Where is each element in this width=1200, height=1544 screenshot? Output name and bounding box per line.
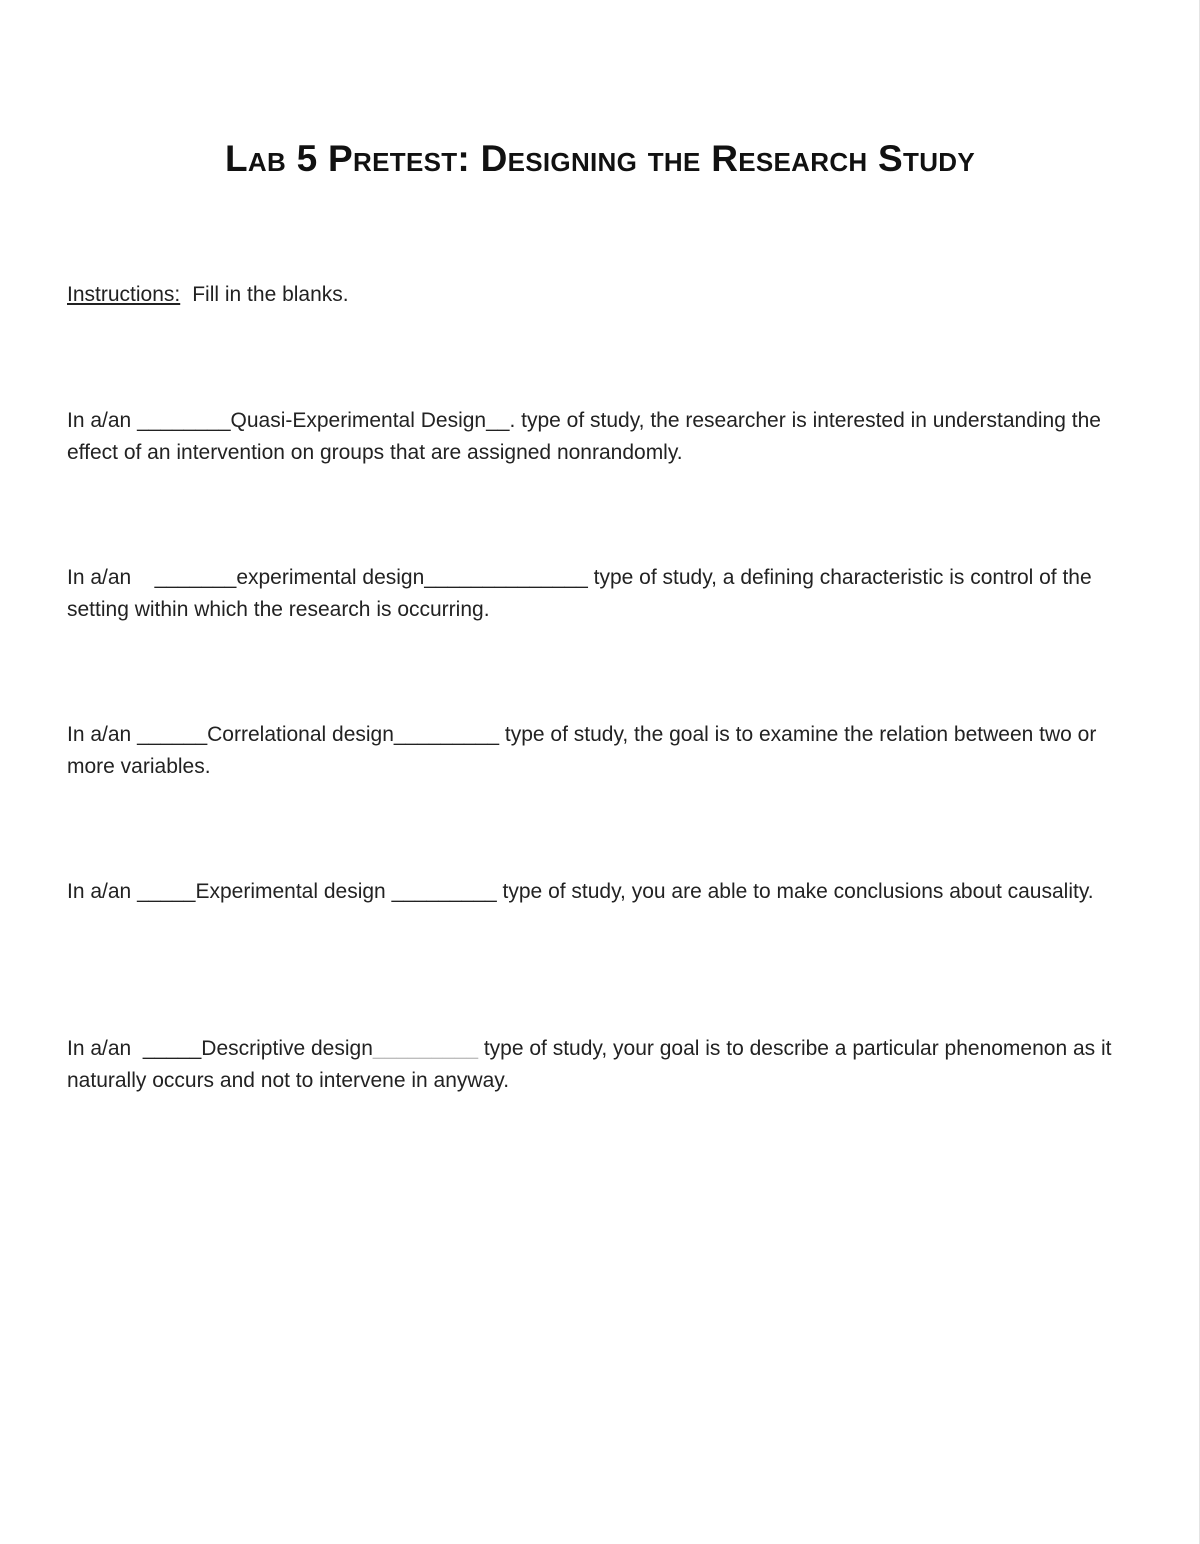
document-title: Lab 5 Pretest: Designing the Research Study xyxy=(224,138,976,179)
blank-before: _____ xyxy=(137,1037,202,1060)
blank-after: _________ xyxy=(372,1037,479,1060)
question-suffix: type of study, you are able to make conclusions about causality. xyxy=(496,880,1094,903)
question-suffix: type of study, your goal is to describe a particular phenomenon as it naturally occurs and not to intervene in anyway. xyxy=(67,1037,1112,1092)
blank-before: ______ xyxy=(137,723,208,746)
answer-text: Quasi-Experimental Design xyxy=(230,409,487,432)
question-prefix: In a/an xyxy=(67,1037,138,1060)
answer-text: Correlational design xyxy=(207,723,394,746)
question-prefix: In a/an xyxy=(67,880,138,903)
blank-after: __. xyxy=(486,409,516,432)
question-3 xyxy=(67,719,1137,783)
question-prefix: In a/an xyxy=(67,566,138,589)
question-suffix: type of study, the researcher is interested in understanding the effect of an intervention on groups that are assigned nonrandomly. xyxy=(67,409,1101,464)
answer-text: Experimental design xyxy=(195,880,386,903)
question-suffix: type of study, a defining characteristic is control of the setting within which the research is occurring. xyxy=(67,566,1092,621)
instructions-text: Fill in the blanks. xyxy=(192,283,349,306)
blank-after: _________ xyxy=(385,880,497,903)
question-prefix: In a/an xyxy=(67,409,138,432)
blank-before: _____ xyxy=(137,880,196,903)
instructions xyxy=(67,283,349,307)
blank-before: ________ xyxy=(137,409,231,432)
question-2 xyxy=(67,562,1137,626)
question-1 xyxy=(67,405,1137,469)
question-prefix: In a/an xyxy=(67,723,138,746)
blank-before: _______ xyxy=(137,566,237,589)
instructions-label: Instructions: xyxy=(67,283,181,306)
blank-after: _________ xyxy=(393,723,500,746)
answer-text: Descriptive design xyxy=(201,1037,373,1060)
question-suffix: type of study, the goal is to examine the relation between two or more variables. xyxy=(67,723,1097,778)
question-4 xyxy=(67,876,1137,908)
blank-after: ______________ xyxy=(424,566,588,589)
answer-text: experimental design xyxy=(236,566,425,589)
question-5 xyxy=(67,1033,1137,1097)
